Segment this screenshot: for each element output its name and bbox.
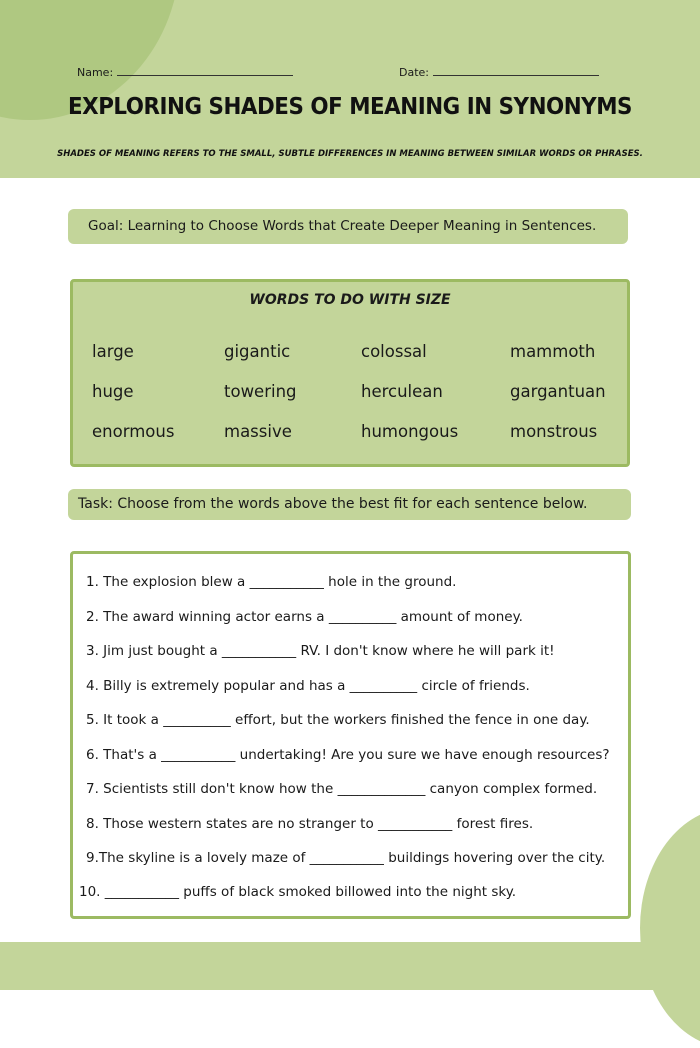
word-item: huge <box>92 382 134 401</box>
sentence-item: 5. It took a __________ effort, but the workers finished the fence in one day. <box>86 712 590 728</box>
word-bank-title: WORDS TO DO WITH SIZE <box>249 292 451 308</box>
word-item: colossal <box>361 342 427 361</box>
sentence-item: 8. Those western states are no stranger to ___________ forest fires. <box>86 816 534 832</box>
word-item: massive <box>224 422 292 441</box>
word-bank <box>70 279 630 467</box>
page-subtitle: SHADES OF MEANING REFERS TO THE SMALL, SUBTLE DIFFERENCES IN MEANING BETWEEN SIMILAR WORDS OR PHRASES. <box>57 149 643 159</box>
goal-text: Goal: Learning to Choose Words that Create Deeper Meaning in Sentences. <box>88 218 597 234</box>
sentence-item: 9.The skyline is a lovely maze of ___________ buildings hovering over the city. <box>86 850 606 866</box>
date-label: Date: <box>399 66 429 79</box>
sentences-panel <box>70 551 631 919</box>
word-item: humongous <box>361 422 459 441</box>
name-line[interactable] <box>117 64 293 76</box>
word-item: mammoth <box>510 342 596 361</box>
date-line[interactable] <box>433 64 599 76</box>
sentence-item: 6. That's a ___________ undertaking! Are you sure we have enough resources? <box>86 747 610 763</box>
date-field <box>399 64 599 79</box>
task-banner <box>68 489 631 520</box>
word-item: large <box>92 342 134 361</box>
sentence-item: 4. Billy is extremely popular and has a __________ circle of friends. <box>86 678 530 694</box>
sentence-item: 3. Jim just bought a ___________ RV. I don't know where he will park it! <box>86 643 555 659</box>
word-item: gargantuan <box>510 382 606 401</box>
task-text: Task: Choose from the words above the best fit for each sentence below. <box>78 496 588 512</box>
word-item: towering <box>224 382 297 401</box>
page-title: EXPLORING SHADES OF MEANING IN SYNONYMS <box>68 94 632 120</box>
goal-banner <box>68 209 628 244</box>
sentence-item: 7. Scientists still don't know how the _____________ canyon complex formed. <box>86 781 598 797</box>
sentence-item: 1. The explosion blew a ___________ hole in the ground. <box>86 574 457 590</box>
sentence-item: 2. The award winning actor earns a __________ amount of money. <box>86 609 523 625</box>
word-item: gigantic <box>224 342 291 361</box>
word-item: herculean <box>361 382 443 401</box>
name-field <box>77 64 293 79</box>
decorative-blob-right <box>640 808 700 1048</box>
word-item: enormous <box>92 422 175 441</box>
sentence-item: 10. ___________ puffs of black smoked billowed into the night sky. <box>79 884 517 900</box>
word-item: monstrous <box>510 422 598 441</box>
name-label: Name: <box>77 66 114 79</box>
footer-band <box>0 942 700 990</box>
